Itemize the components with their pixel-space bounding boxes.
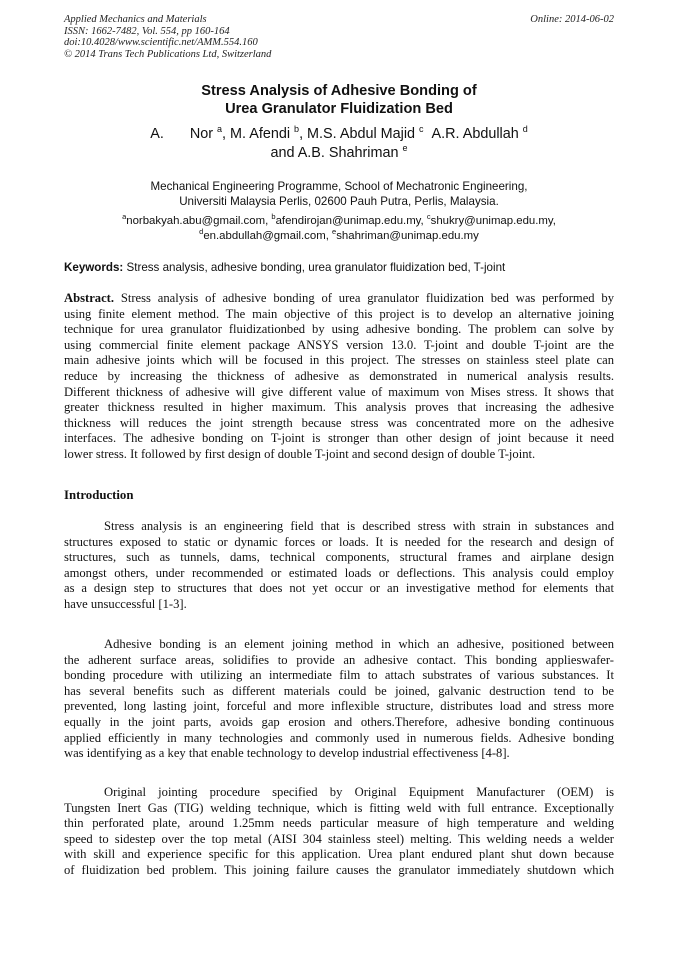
email-c[interactable]: shukry@unimap.edu.my, (430, 215, 556, 227)
paragraph-line: thin perforated plate, around 1.25mm needs particular measure of high temperature and welding (64, 816, 614, 831)
paragraph-line: equally in the joint parts, avoids gap erosion and others.Therefore, adhesive bonding continuous (64, 714, 614, 729)
journal-name: Applied Mechanics and Materials (64, 14, 207, 25)
title-line-1: Stress Analysis of Adhesive Bonding of (201, 83, 477, 99)
paragraph-line: was identifying as a key that enable technology to develop industrial effectiveness [4-8]. (64, 746, 510, 761)
email-d[interactable]: en.abdullah@gmail.com, (203, 230, 329, 242)
author-2-sup: b (294, 124, 300, 135)
paragraph-line: the adherent surface areas, solidifies to provide an adhesive contact. This bonding applieswafer- (64, 652, 614, 667)
abstract-text: Stress analysis of adhesive bonding of urea granulator fluidization bed was performed by (114, 291, 614, 305)
paragraph-line: amongst others, under recommended or estimated loads or deflections. This analysis could employ (64, 565, 614, 580)
affiliation-line-1: Mechanical Engineering Programme, School of Mechatronic Engineering, (150, 180, 528, 193)
abstract-line: main adhesive joints which will be focused in this project. The stresses on stainless steel plate can (64, 353, 614, 368)
paragraph-line: as a design step to structures that does not yet occur or an investigative method for elements that (64, 581, 614, 596)
paragraph-line: Tungsten Inert Gas (TIG) welding technique, which is fitting weld with full entrance. Exceptionally (64, 800, 614, 815)
title-line-2: Urea Granulator Fluidization Bed (225, 101, 453, 117)
author-1-initial: A. (150, 126, 164, 142)
abstract-line (64, 291, 614, 307)
author-list (64, 125, 614, 163)
keywords-text: Stress analysis, adhesive bonding, urea granulator fluidization bed, T-joint (123, 261, 506, 274)
abstract-line: technique for urea granulator fluidizationbed by using adhesive bonding. The problem can solve by (64, 322, 614, 337)
abstract-line: using finite element method. The main objective of this project is to develop an alternative joining (64, 306, 614, 321)
abstract-line: using commercial finite element package ANSYS version 13.0. T-joint and double T-joint are the (64, 337, 614, 352)
journal-copyright: © 2014 Trans Tech Publications Ltd, Switzerland (64, 48, 272, 60)
email-line-1 (64, 214, 614, 229)
paragraph-line: bonding procedure with utilizing an intermediate film to attach substrates of various substances. It (64, 668, 614, 683)
abstract-label: Abstract. (64, 291, 115, 305)
online-date (530, 14, 614, 26)
author-4: A.R. Abdullah (431, 126, 519, 142)
author-5: and A.B. Shahriman (270, 145, 399, 161)
keywords (64, 260, 614, 275)
abstract-line: interfaces. The adhesive bonding on T-joint is stronger than other design of joint because it need (64, 431, 614, 446)
author-line-1 (64, 125, 614, 144)
intro-paragraph-1 (64, 519, 614, 613)
author-line-2 (64, 144, 614, 163)
section-heading-introduction: Introduction (64, 488, 134, 502)
email-b-sup: b (271, 212, 276, 222)
email-c-sup: c (426, 212, 431, 222)
abstract-line: Different thickness of adhesive will give different value of maximum von Mises stress. It shows that (64, 384, 614, 399)
email-d-sup: d (199, 227, 204, 237)
paragraph-line: Stress analysis is an engineering field that is described stress with strain in substances and (104, 519, 614, 533)
journal-header (64, 14, 271, 60)
paragraph-line: with skill and experience specific for this application. Urea plant endured plant shut down because (64, 847, 614, 862)
intro-paragraph-2 (64, 637, 614, 762)
affiliation-line-2: Universiti Malaysia Perlis, 02600 Pauh Putra, Perlis, Malaysia. (179, 195, 499, 208)
keywords-label: Keywords: (64, 261, 124, 274)
author-2: , M. Afendi (222, 126, 291, 142)
email-b[interactable]: afendirojan@unimap.edu.my, (275, 215, 424, 227)
email-e[interactable]: shahriman@unimap.edu.my (336, 230, 479, 242)
paragraph-line: of fluidization bed problem. This joining failure causes the granulator immediately shutdown which (64, 862, 614, 877)
paragraph-line: Original jointing procedure specified by Original Equipment Manufacturer (OEM) is (104, 785, 614, 799)
paragraph-line: Adhesive bonding is an element joining method in which an adhesive, positioned between (104, 637, 614, 651)
paragraph-line: structures exposed to static or dynamic forces or loads. It is needed for the research and design of (64, 534, 614, 549)
email-line-2 (64, 229, 614, 244)
abstract (64, 291, 614, 463)
paragraph-line: structures, such as tunnels, dams, technical components, structural frames and airplane design (64, 550, 614, 565)
journal-doi[interactable]: doi:10.4028/www.scientific.net/AMM.554.160 (64, 37, 258, 49)
intro-paragraph-3 (64, 785, 614, 879)
paper-title (0, 82, 678, 118)
email-a[interactable]: norbakyah.abu@gmail.com, (126, 215, 269, 227)
email-a-sup: a (122, 212, 127, 222)
author-3: , M.S. Abdul Majid (299, 126, 416, 142)
paragraph-line: prevented, long lasting joint, forceful and more inflexible structure, distributes load and stress more (64, 699, 614, 714)
author-1-name: Nor (189, 126, 214, 142)
email-e-sup: e (332, 227, 337, 237)
abstract-line: lower stress. It followed by first design of double T-joint and second design of double T-joint. (64, 446, 536, 461)
paragraph-line: speed to sidestep over the top metal (AISI 304 stainless steel) melting. This welding needs a welder (64, 831, 614, 846)
paragraph-line: have unsuccessful [1-3]. (64, 596, 187, 611)
author-5-sup: e (402, 143, 408, 154)
online-date-text: Online: 2014-06-02 (530, 14, 614, 25)
journal-issn: ISSN: 1662-7482, Vol. 554, pp 160-164 (64, 25, 230, 37)
author-4-sup: d (522, 124, 528, 135)
author-1-sup: a (217, 124, 223, 135)
author-emails (64, 214, 614, 244)
paragraph-line: applied efficiently in many technologies and commonly used in numerous fields. Adhesive bonding (64, 730, 614, 745)
abstract-line: thickness will reduces the joint strength because stress was concentrated more on the adhesive (64, 415, 614, 430)
paragraph-line: has several benefits such as different materials could be joined, galvanic destruction tend to be (64, 683, 614, 698)
abstract-line: greater thickness resulted in higher maximum. This analysis proves that increasing the adhesive (64, 400, 614, 415)
author-3-sup: c (419, 124, 424, 135)
abstract-line: reduce by increasing the thickness of adhesive as demonstrated in numerical analysis results. (64, 368, 614, 383)
affiliation (64, 179, 614, 209)
